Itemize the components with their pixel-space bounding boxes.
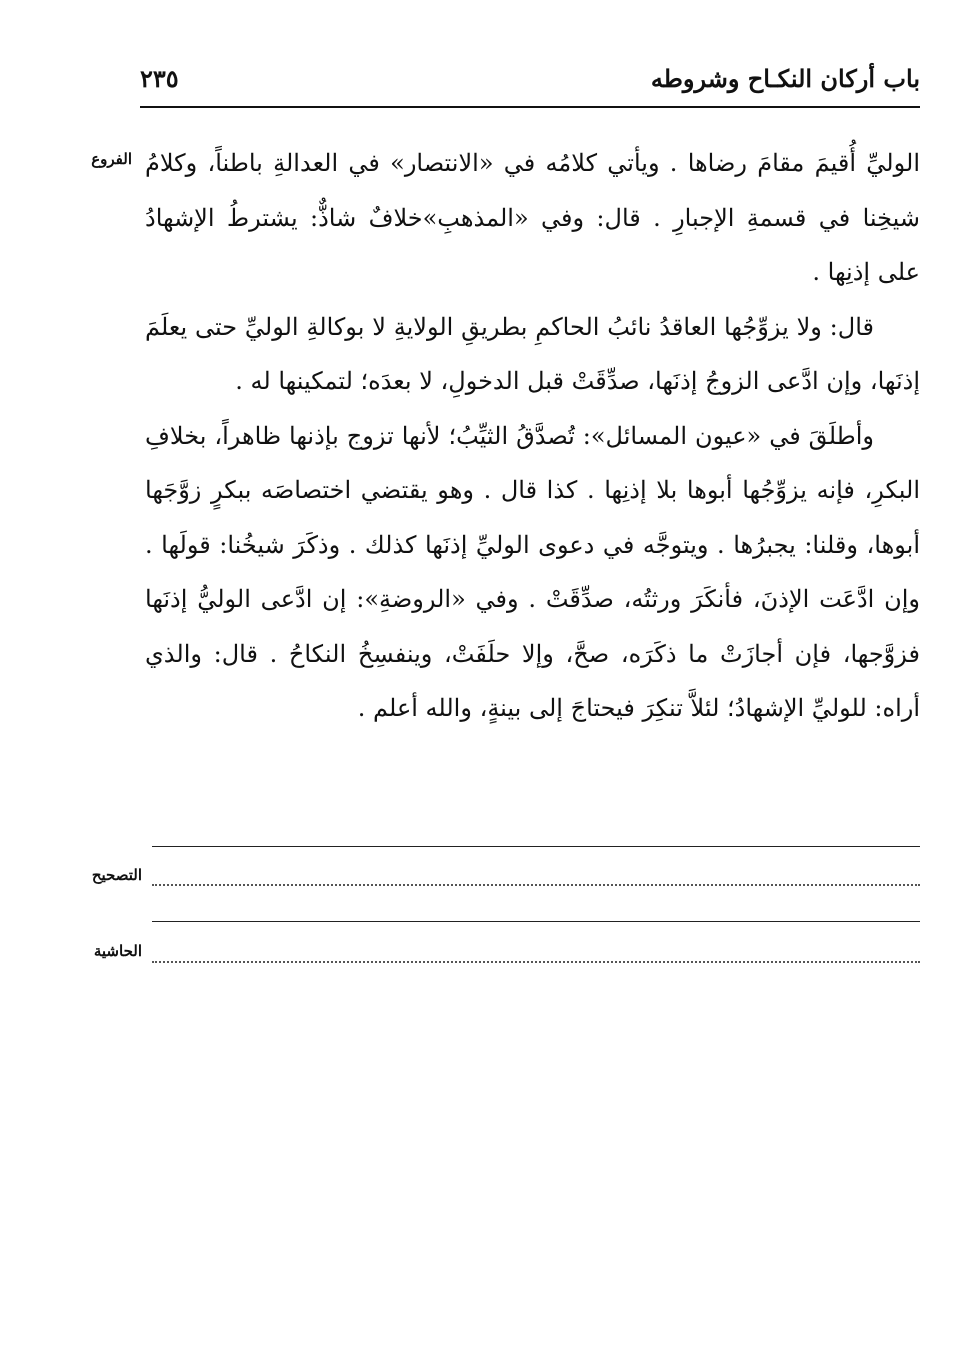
running-title: باب أركان النكـاح وشروطه — [650, 64, 920, 93]
hashiya-dotted-line — [152, 961, 920, 963]
margin-label-furu: الفروع — [91, 150, 132, 168]
main-text — [145, 136, 920, 736]
section-divider-hashiya — [152, 921, 920, 922]
paragraph-1: الوليِّ أُقيمَ مقامَ رضاها . ويأتي كلامُه في «الانتصار» في العدالةِ باطناً، وكلامُ شيخِنا في قسمةِ الإجبارِ . قال: وفي «المذهبِ»خلافٌ شاذٌّ: يشترطُ الإشهادُ على إذنِها . — [145, 149, 920, 286]
margin-label-hashiya: الحاشية — [93, 942, 142, 960]
margin-label-tashih: التصحيح — [91, 866, 142, 884]
paragraph-3: وأطلَقَ في «عيون المسائل»: تُصدَّقُ الثيِّبُ؛ لأنها تزوج بإذنها ظاهراً، بخلافِ البكرِ، فإنه يزوِّجُها أبوها بلا إذنِها . كذا قال . وهو يقتضي اختصاصَه ببكرٍ زوَّجَها أبوها، وقلنا: يجبرُها . ويتوجَّه في دعوى الوليِّ إذنَها كذلك . وذكَرَ شيخُنا: قولَها . وإن ادَّعَت الإذنَ، فأنكَرَ ورثتُه، صدِّقَتْ . وفي «الروضةِ»: إن ادَّعى الوليُّ إذنَها فزوَّجها، فإن أجازَتْ ما ذكَرَه، صحَّ، وإلا حلَفَتْ، وينفسِخُ النكاحُ . قال: والذي أراه: للوليِّ الإشهادُ؛ لئلاَّ تنكِرَ فيحتاجَ إلى بينةٍ، والله أعلم . — [145, 421, 920, 722]
page-header — [140, 58, 920, 104]
tashih-dotted-line — [152, 884, 920, 886]
section-divider-tashih — [152, 846, 920, 847]
page-number: ٢٣٥ — [140, 64, 179, 93]
header-rule — [140, 106, 920, 108]
paragraph-2: قال: ولا يزوِّجُها العاقدُ نائبُ الحاكمِ بطريقِ الولايةِ لا بوكالةِ الوليِّ حتى يعلَمَ إذنَها، وإن ادَّعى الزوجُ إذنَها، صدِّقَتْ قبل الدخولِ، لا بعدَه؛ لتمكينها له . — [145, 312, 920, 395]
